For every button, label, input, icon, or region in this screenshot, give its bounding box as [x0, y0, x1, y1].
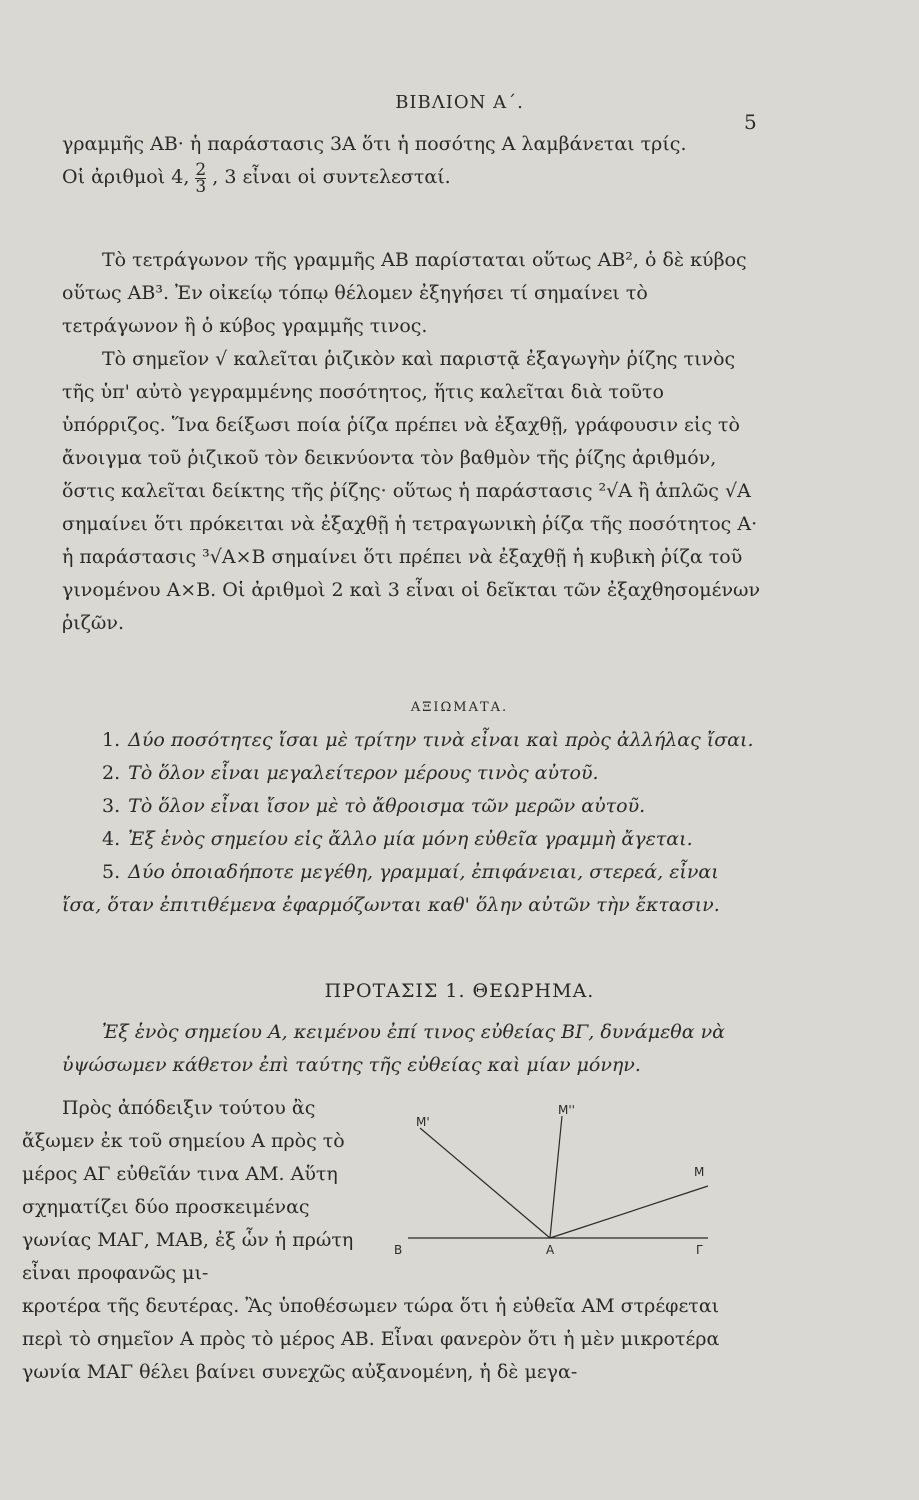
intro-line-2-pre: Οἱ ἀριθμοὶ 4,: [62, 166, 190, 188]
intro-text: [62, 128, 762, 195]
axiom-number: 5.: [102, 861, 121, 883]
axiom-item: [62, 823, 762, 856]
axiom-text: Δύο ποσότητες ἴσαι μὲ τρίτην τινὰ εἶναι καὶ πρὸς ἀλλήλας ἴσαι.: [128, 729, 754, 751]
fraction-numerator: 2: [195, 159, 207, 180]
geometry-figure: [390, 1098, 720, 1258]
running-head: ΒΙΒΛΙΟΝ Α΄.: [395, 92, 524, 113]
axiom-text: Τὸ ὅλον εἶναι μεγαλείτερον μέρους τινὸς αὐτοῦ.: [128, 762, 599, 784]
axiom-text: Τὸ ὅλον εἶναι ἴσον μὲ τὸ ἄθροισμα τῶν μερῶν αὐτοῦ.: [128, 795, 646, 817]
axioms-list: [62, 724, 762, 922]
proposition-text: Ἐξ ἑνὸς σημείου Α, κειμένου ἐπί τινος εὐθείας ΒΓ, δυνάμεθα νὰ ὑψώσωμεν κάθετον ἐπὶ ταύτης τῆς εὐθείας καὶ μίαν μόνην.: [62, 1021, 725, 1076]
proof-continuation: [22, 1290, 722, 1389]
label-m-prime: Μ': [416, 1115, 430, 1129]
axiom-item: [62, 790, 762, 823]
line-am2: [550, 1116, 562, 1238]
axiom-number: 2.: [102, 762, 121, 784]
label-g: Γ: [696, 1243, 703, 1257]
axiom-item: [62, 757, 762, 790]
axiom-number: 4.: [102, 828, 121, 850]
body-paragraphs: [62, 244, 762, 640]
proof-continuation-paragraph: κροτέρα τῆς δευτέρας. Ἂς ὑποθέσωμεν τώρα ὅτι ἡ εὐθεῖα ΑΜ στρέφεται περὶ τὸ σημεῖον Α πρὸς τὸ μέρος ΑΒ. Εἶναι φανερὸν ὅτι ἡ μὲν μικροτέρα γωνία ΜΑΓ θέλει βαίνει συνεχῶς αὐξανομένη, ἡ δὲ μεγα-: [22, 1295, 720, 1383]
proposition-heading: ΠΡΟΤΑΣΙΣ 1. ΘΕΩΡΗΜΑ.: [324, 980, 595, 1002]
axiom-item: [62, 724, 762, 757]
line-am: [550, 1186, 708, 1238]
label-b: Β: [394, 1243, 403, 1257]
label-a: Α: [546, 1243, 555, 1257]
intro-line-2: [62, 161, 762, 195]
axiom-text: Δύο ὁποιαδήποτε μεγέθη, γραμμαί, ἐπιφάνειαι, στερεά, εἶναι ἴσα, ὅταν ἐπιτιθέμενα ἐφαρμόζωνται καθ' ὅλην αὐτῶν τὴν ἔκτασιν.: [62, 861, 720, 916]
proof-side-text: [22, 1092, 382, 1290]
intro-line-2-post: , 3 εἶναι οἱ συντελεσταί.: [212, 166, 451, 188]
fraction-denominator: 3: [195, 176, 207, 197]
proof-side-paragraph: Πρὸς ἀπόδειξιν τούτου ἂς ἄξωμεν ἐκ τοῦ σημείου Α πρὸς τὸ μέρος ΑΓ εὐθεῖάν τινα ΑΜ. Αὕτη σχηματίζει δύο προσκειμένας γωνίας ΜΑΓ, ΜΑΒ, ἐξ ὧν ἡ πρώτη εἶναι προφανῶς μι-: [22, 1097, 354, 1284]
line-am1: [420, 1128, 550, 1238]
axiom-number: 3.: [102, 795, 121, 817]
paragraph-square-cube: Τὸ τετράγωνον τῆς γραμμῆς ΑΒ παρίσταται οὕτως ΑΒ², ὁ δὲ κύβος οὕτως ΑΒ³. Ἐν οἰκείῳ τόπῳ θέλομεν ἐξηγήσει τί σημαίνει τὸ τετράγωνον ἢ ὁ κύβος γραμμῆς τινος.: [62, 249, 747, 337]
axiom-number: 1.: [102, 729, 121, 751]
fraction: [195, 159, 207, 197]
axioms-heading: ΑΞΙΩΜΑΤΑ.: [410, 700, 509, 715]
page-number: 5: [744, 110, 757, 134]
paragraph-radical: Τὸ σημεῖον √ καλεῖται ῥιζικὸν καὶ παριστᾷ ἐξαγωγὴν ῥίζης τινὸς τῆς ὑπ' αὐτὸ γεγραμμένης ποσότητος, ἥτις καλεῖται διὰ τοῦτο ὑπόρριζος. Ἵνα δείξωσι ποία ῥίζα πρέπει νὰ ἐξαχθῇ, γράφουσιν εἰς τὸ ἄνοιγμα τοῦ ῥιζικοῦ τὸν δεικνύοντα τὸν βαθμὸν τῆς ῥίζης ἀριθμόν, ὅστις καλεῖται δείκτης τῆς ῥίζης· οὕτως ἡ παράστασις ²√Α ἢ ἁπλῶς √Α σημαίνει ὅτι πρόκειται νὰ ἐξαχθῇ ἡ τετραγωνικὴ ῥίζα τῆς ποσότητος Α· ἡ παράστασις ³√Α×Β σημαίνει ὅτι πρέπει νὰ ἐξαχθῇ ἡ κυβικὴ ῥίζα τοῦ γινομένου Α×Β. Οἱ ἀριθμοὶ 2 καὶ 3 εἶναι οἱ δεῖκται τῶν ἐξαχθησομένων ῥιζῶν.: [62, 348, 761, 634]
axiom-item: [62, 856, 762, 922]
intro-line-1: γραμμῆς ΑΒ· ἡ παράστασις 3Α ὅτι ἡ ποσότης Α λαμβάνεται τρίς.: [62, 133, 687, 155]
label-m-double-prime: Μ'': [558, 1103, 575, 1117]
axiom-text: Ἐξ ἑνὸς σημείου εἰς ἄλλο μία μόνη εὐθεῖα γραμμὴ ἄγεται.: [128, 828, 693, 850]
label-m: Μ: [694, 1165, 705, 1179]
proposition-statement: [62, 1016, 762, 1082]
